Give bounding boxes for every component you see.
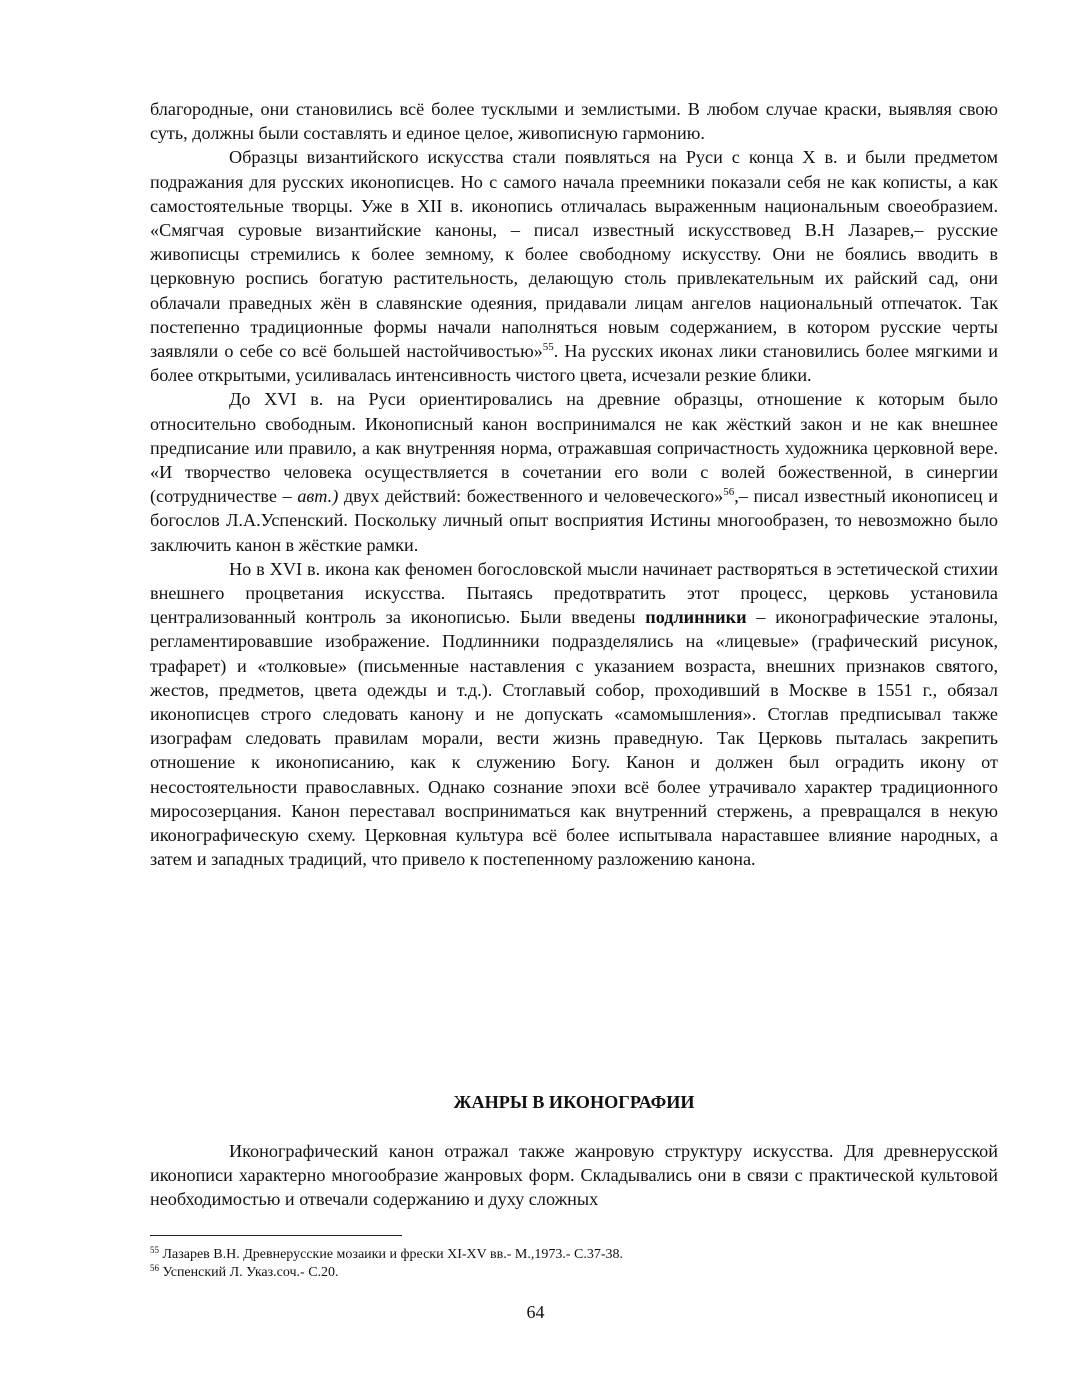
footnote-separator xyxy=(150,1235,402,1236)
footnotes xyxy=(150,1246,998,1282)
section-heading: ЖАНРЫ В ИКОНОГРАФИИ xyxy=(453,1092,695,1112)
paragraph-4: Но в XVI в. икона как феномен богословской мысли начинает растворяться в эстетической стихии внешнего процветания искусства. Пытаясь предотвратить этот процесс, церковь установила централизованный контроль за иконописью. Были введены подлинники – иконографические эталоны, регламентировавшие изображение. Подлинники подразделялись на «лицевые» (графический рисунок, трафарет) и «толковые» (письменные наставления с указанием возраста, внешних признаков святого, жестов, предметов, цвета одежды и т.д.). Стоглавый собор, проходивший в Москве в 1551 г., обязал иконописцев строго следовать канону и не допускать «самомышления». Стоглав предписывал также изографам следовать правилам морали, вести жизнь праведную. Так Церковь пыталась закрепить отношение к иконописанию, как к служению Богу. Канон и должен был оградить икону от несостоятельности православных. Однако сознание эпохи всё более утрачивало характер традиционного миросозерцания. Канон переставал восприниматься как внутренний стержень, а превращался в некую иконографическую схему. Церковная культура всё более испытывала нараставшее влияние народных, а затем и западных традиций, что привело к постепенному разложению канона. xyxy=(150,558,998,870)
paragraph-1: благородные, они становились всё более тусклыми и землистыми. В любом случае краски, выявляя свою суть, должны были составлять и единое целое, живописную гармонию. xyxy=(150,99,998,144)
page-number: 64 xyxy=(526,1302,545,1322)
footnote-55 xyxy=(150,1246,998,1264)
footnote-56 xyxy=(150,1264,998,1282)
footnote-ref-56[interactable]: 56 xyxy=(723,486,735,499)
paragraph-2: Образцы византийского искусства стали появляться на Руси с конца X в. и были предметом подражания для русских иконописцев. Но с самого начала преемники показали себя не как кописты, а как самостоятельные творцы. Уже в XII в. иконопись отличалась выраженным национальным своеобразием. «Смягчая суровые византийские каноны, – писал известный искусствовед В.Н Лазарев,– русские живописцы стремились к более земному, к более свободному искусству. Они не боялись вводить в церковную роспись богатую растительность, делающую столь привлекательным их райский сад, они облачали праведных жён в славянские одеяния, придавали лицам ангелов национальный отпечаток. Так постепенно традиционные формы начали наполняться новым содержанием, в котором русские черты заявляли о себе со всё большей настойчивостью»$^{55}$. На русских иконах лики становились более мягкими и более открытыми, усиливалась интенсивность чистого цвета, исчезали резкие блики. xyxy=(150,147,998,386)
footnote-number: 55 xyxy=(150,1245,159,1255)
footnote-text: Лазарев В.Н. Древнерусские мозаики и фрески XI-XV вв.- М.,1973.- С.37-38. xyxy=(159,1247,623,1262)
section-paragraph-1: Иконографический канон отражал также жанровую структуру искусства. Для древнерусской иконописи характерно многообразие жанровых форм. Складывались они в связи с практической культовой необходимостью и отвечали содержанию и духу сложных xyxy=(150,1141,998,1210)
footnote-ref-55[interactable]: 55 xyxy=(542,341,554,354)
italic-note: авт.) xyxy=(297,486,339,507)
footnote-text: Успенский Л. Указ.соч.- С.20. xyxy=(159,1265,339,1280)
section-text xyxy=(150,1139,998,1212)
main-text xyxy=(150,97,998,872)
paragraph-3: До XVI в. на Руси ориентировались на древние образцы, отношение к которым было относительно свободным. Иконописный канон воспринимался не как жёсткий закон и не как внешнее предписание или правило, а как внутренняя норма, отражавшая сопричастность художника церковной вере. «И творчество человека осуществляется в сочетании его воли с волей божественной, в синергии (сотрудничестве – авт.) двух действий: божественного и человеческого»$^{56}$,– писал известный иконописец и богослов Л.А.Успенский. Поскольку личный опыт восприятия Истины многообразен, то невозможно было заключить канон в жёсткие рамки. xyxy=(150,389,998,555)
bold-term: подлинники xyxy=(645,607,747,628)
footnote-number: 56 xyxy=(150,1263,159,1273)
